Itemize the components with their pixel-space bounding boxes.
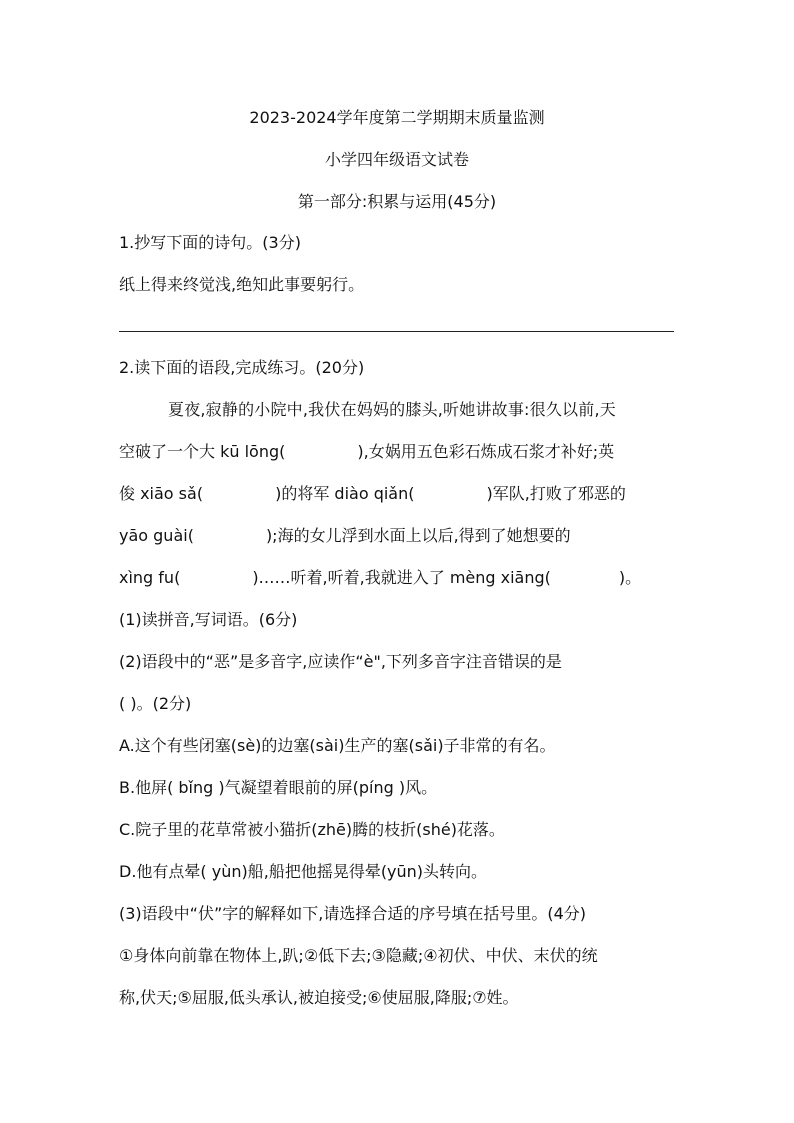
passage-text: 俊 xiāo sǎ( <box>119 484 204 503</box>
question-1-poem: 纸上得来终觉浅,绝知此事要躬行。 <box>119 275 365 294</box>
passage-text: )的将军 diào qiǎn( <box>275 484 415 503</box>
sub-question-2-answer[interactable]: ( )。(2分) <box>119 694 192 713</box>
passage-text: )。 <box>618 568 642 587</box>
sub-question-1: (1)读拼音,写词语。(6分) <box>119 610 298 629</box>
passage-text: xìng fu( <box>119 568 181 587</box>
passage-text: );海的女儿浮到水面上以后,得到了她想要的 <box>265 526 571 545</box>
passage-line-2 <box>119 442 614 462</box>
option-b: B.他屏( bǐng )气凝望着眼前的屏(píng )风。 <box>119 778 438 797</box>
passage-line-1: 夏夜,寂静的小院中,我伏在妈妈的膝头,听她讲故事:很久以前,天 <box>168 400 616 419</box>
question-2-prompt: 2.读下面的语段,完成练习。(20分) <box>119 358 365 377</box>
sub-question-3-definitions: ①身体向前靠在物体上,趴;②低下去;③隐藏;④初伏、中伏、末伏的统 <box>119 946 598 965</box>
passage-text: )军队,打败了邪恶的 <box>486 484 626 503</box>
passage-text: yāo guài( <box>119 526 194 545</box>
answer-line[interactable] <box>119 331 674 332</box>
sub-question-2: (2)语段中的“恶”是多音字,应读作“è",下列多音字注音错误的是 <box>119 652 562 671</box>
passage-text: )……听着,听着,我就进入了 mèng xiāng( <box>252 568 551 587</box>
exam-title: 2023-2024学年度第二学期期末质量监测 <box>249 108 545 127</box>
sub-question-3-definitions-cont: 称,伏天;⑤屈服,低头承认,被迫接受;⑥使屈服,降服;⑦姓。 <box>119 988 519 1007</box>
exam-subtitle: 小学四年级语文试卷 <box>324 150 469 169</box>
section-heading: 第一部分:积累与运用(45分) <box>297 192 497 211</box>
passage-line-5 <box>119 568 641 588</box>
passage-text: 空破了一个大 kū lōng( <box>119 442 286 461</box>
option-d: D.他有点晕( yùn)船,船把他摇晃得晕(yūn)头转向。 <box>119 862 488 881</box>
passage-line-4 <box>119 526 571 546</box>
sub-question-3: (3)语段中“伏”字的解释如下,请选择合适的序号填在括号里。(4分) <box>119 904 586 923</box>
option-c: C.院子里的花草常被小猫折(zhē)腾的枝折(shé)花落。 <box>119 820 505 839</box>
passage-line-3 <box>119 484 626 504</box>
option-a: A.这个有些闭塞(sè)的边塞(sài)生产的塞(sǎi)子非常的有名。 <box>119 736 556 755</box>
question-1-prompt: 1.抄写下面的诗句。(3分) <box>119 233 301 252</box>
passage-text: ),女娲用五色彩石炼成石浆才补好;英 <box>357 442 615 461</box>
